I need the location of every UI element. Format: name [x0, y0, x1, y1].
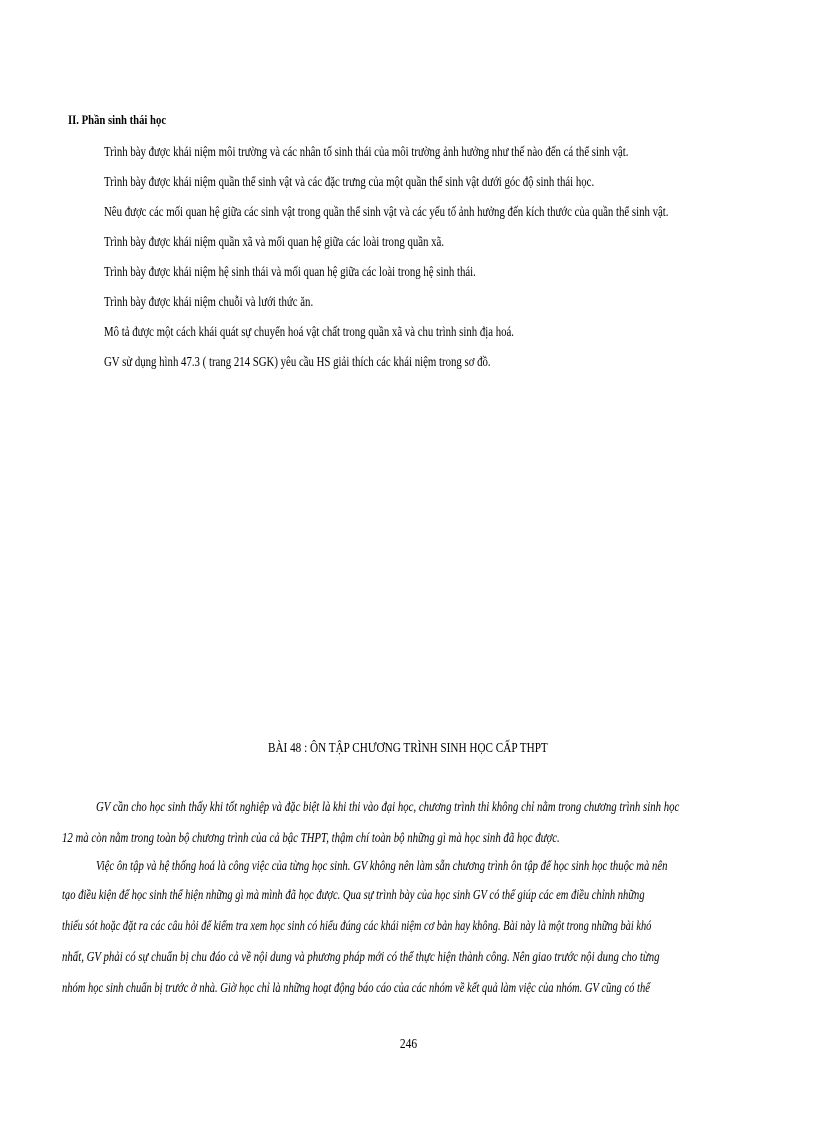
paragraph-line: nhất, GV phải có sự chuẩn bị chu đáo cả về nội dung và phương pháp mới có thể thực hiện thành công. Nên giao trước nội dung cho từng: [62, 949, 660, 964]
paragraph-line: tạo điều kiện để học sinh thể hiện những gì mà mình đã học được. Qua sự trình bày của học sinh GV có thể giúp các em điều chỉnh những: [62, 887, 645, 902]
objective-item: Trình bày được khái niệm quần thể sinh vật và các đặc trưng của một quần thể sinh vật dưới góc độ sinh thái học.: [104, 174, 595, 189]
objectives-list: [104, 142, 810, 382]
paragraph-line: nhóm học sinh chuẩn bị trước ở nhà. Giờ học chỉ là những hoạt động báo cáo của các nhóm về kết quả làm việc của nhóm. GV cũng có thể: [62, 980, 650, 995]
objective-item: Trình bày được khái niệm môi trường và các nhân tố sinh thái của môi trường ảnh hưởng như thế nào đến cá thể sinh vật.: [104, 144, 629, 159]
paragraph-line: GV cần cho học sinh thấy khi tốt nghiệp và đặc biệt là khi thi vào đại học, chương trình thi không chỉ nằm trong chương trình sinh học: [96, 799, 680, 814]
objective-item: Trình bày được khái niệm quần xã và mối quan hệ giữa các loài trong quần xã.: [104, 234, 445, 249]
objective-item: Trình bày được khái niệm hệ sinh thái và mối quan hệ giữa các loài trong hệ sinh thái.: [104, 264, 476, 279]
objective-item: Nêu được các mối quan hệ giữa các sinh vật trong quần thể sinh vật và các yếu tố ảnh hưởng đến kích thước của quần thể sinh vật.: [104, 204, 669, 219]
objective-item: Mô tả được một cách khái quát sự chuyển hoá vật chất trong quần xã và chu trình sinh địa hoá.: [104, 324, 515, 339]
paragraph-line: 12 mà còn nằm trong toàn bộ chương trình của cả bậc THPT, thậm chí toàn bộ những gì mà học sinh đã học được.: [62, 830, 560, 845]
page-number-text: 246: [399, 1037, 417, 1052]
paragraph-line: thiếu sót hoặc đặt ra các câu hỏi để kiểm tra xem học sinh có hiểu đúng các khái niệm cơ bản hay không. Bài này là một trong những bài khó: [62, 918, 652, 933]
page-number: [0, 1037, 816, 1053]
lesson-title-text: BÀI 48 : ÔN TẬP CHƯƠNG TRÌNH SINH HỌC CẤP THPT: [268, 741, 548, 756]
paragraph-line: Việc ôn tập và hệ thống hoá là công việc của từng học sinh. GV không nên làm sẵn chương trình ôn tập để học sinh học thuộc mà nên: [96, 858, 668, 873]
objective-item: GV sử dụng hình 47.3 ( trang 214 SGK) yêu cầu HS giải thích các khái niệm trong sơ đồ.: [104, 354, 491, 369]
section-heading: II. Phần sinh thái học: [68, 112, 167, 127]
objective-item: Trình bày được khái niệm chuỗi và lưới thức ăn.: [104, 294, 314, 309]
lesson-title: [0, 741, 816, 757]
